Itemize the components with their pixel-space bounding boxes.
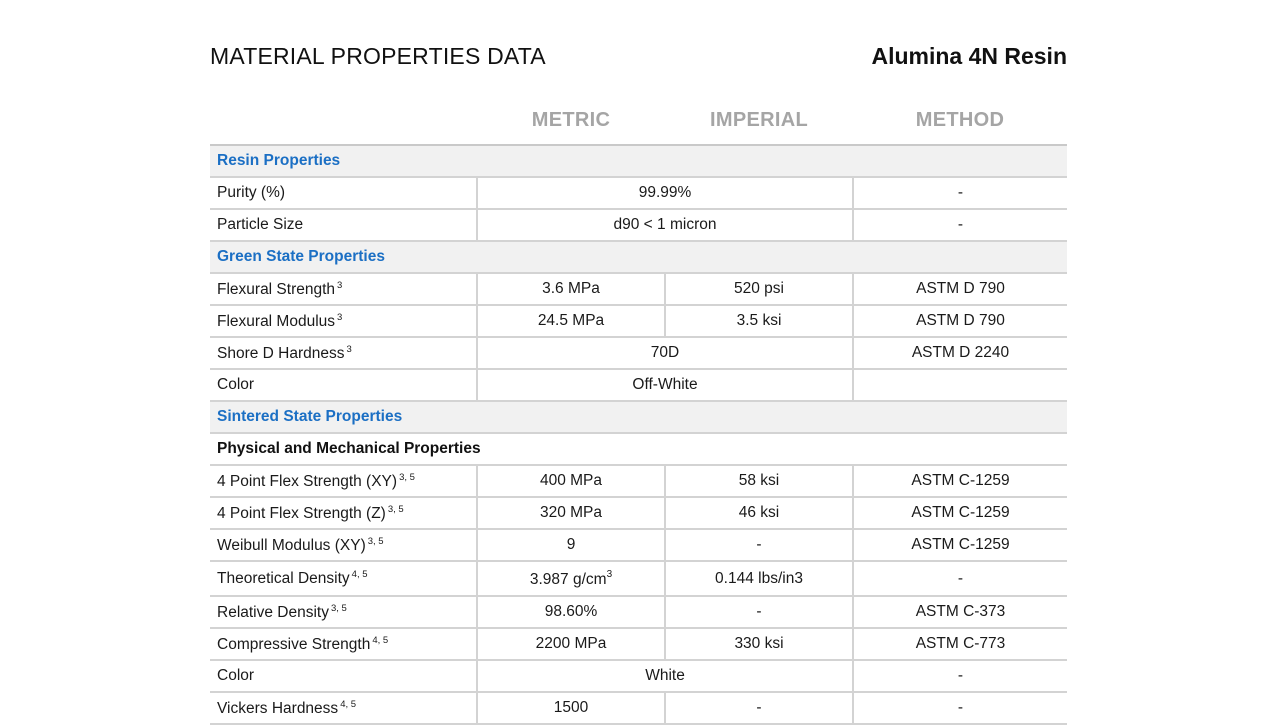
property-label: Weibull Modulus (XY) (217, 536, 366, 554)
footnote-ref: 4, 5 (351, 569, 368, 580)
method-cell: ASTM D 2240 (853, 337, 1067, 369)
value-cell: d90 < 1 micron (477, 209, 853, 241)
property-label: Flexural Modulus (217, 312, 336, 330)
section-title-sintered: Sintered State Properties (210, 401, 1067, 433)
property-label-cell (210, 273, 477, 305)
imperial-cell: - (665, 692, 853, 724)
table-row (210, 561, 1067, 596)
imperial-cell: 330 ksi (665, 628, 853, 660)
imperial-cell: - (665, 529, 853, 561)
method-cell: ASTM D 790 (853, 305, 1067, 337)
value-cell: 99.99% (477, 177, 853, 209)
imperial-cell: 58 ksi (665, 465, 853, 497)
table-row (210, 305, 1067, 337)
imperial-cell: 0.144 lbs/in3 (665, 561, 853, 596)
table-row (210, 177, 1067, 209)
properties-table (210, 144, 1067, 725)
method-cell: - (853, 692, 1067, 724)
imperial-cell: - (665, 596, 853, 628)
footnote-ref: 3, 5 (399, 471, 415, 483)
metric-cell: 400 MPa (477, 465, 665, 497)
property-label-cell (210, 529, 477, 561)
value-cell: Off-White (477, 369, 853, 401)
property-label: Theoretical Density (217, 570, 350, 587)
property-label-cell (210, 692, 477, 724)
table-row (210, 337, 1067, 369)
footnote-ref: 3, 5 (387, 503, 404, 515)
unit-exponent: 3 (606, 568, 613, 580)
property-label: Shore D Hardness (217, 344, 345, 362)
method-cell: - (853, 177, 1067, 209)
table-row (210, 529, 1067, 561)
property-label-cell (210, 628, 477, 660)
table-row (210, 596, 1067, 628)
metric-cell: 98.60% (477, 596, 665, 628)
table-row (210, 497, 1067, 529)
table-row (210, 369, 1067, 401)
column-header-metric: METRIC (531, 109, 611, 131)
section-title-resin: Resin Properties (210, 145, 1067, 177)
table-row (210, 628, 1067, 660)
subsection-row (210, 433, 1067, 465)
footnote-ref: 4, 5 (340, 698, 357, 710)
column-header-method: METHOD (915, 109, 1005, 131)
footnote-ref: 3 (337, 279, 343, 291)
value-cell: 70D (477, 337, 853, 369)
column-headers (210, 100, 1067, 144)
method-cell: ASTM C-1259 (853, 529, 1067, 561)
metric-cell: 2200 MPa (477, 628, 665, 660)
property-label-cell (210, 305, 477, 337)
property-label: Vickers Hardness (217, 699, 339, 717)
method-cell (853, 369, 1067, 401)
document-title: MATERIAL PROPERTIES DATA (210, 43, 546, 69)
section-row (210, 145, 1067, 177)
metric-cell: 1500 (477, 692, 665, 724)
property-label-cell (210, 596, 477, 628)
property-label: Relative Density (217, 603, 329, 621)
property-label: Purity (%) (210, 177, 477, 209)
imperial-cell: 520 psi (665, 273, 853, 305)
section-title-green: Green State Properties (210, 241, 1067, 273)
metric-cell: 24.5 MPa (477, 305, 665, 337)
footnote-ref: 3 (337, 311, 343, 323)
method-cell: ASTM C-773 (853, 628, 1067, 660)
footnote-ref: 4, 5 (372, 634, 389, 646)
table-row (210, 660, 1067, 692)
method-cell: - (853, 660, 1067, 692)
product-name: Alumina 4N Resin (871, 43, 1067, 69)
property-label: Flexural Strength (217, 280, 336, 298)
property-label: 4 Point Flex Strength (XY) (217, 472, 398, 490)
table-row (210, 209, 1067, 241)
table-row (210, 692, 1067, 724)
section-row (210, 241, 1067, 273)
value-cell: White (477, 660, 853, 692)
table-row (210, 465, 1067, 497)
method-cell: ASTM C-1259 (853, 497, 1067, 529)
property-label: Color (210, 660, 477, 692)
imperial-cell: 46 ksi (665, 497, 853, 529)
property-label-cell (210, 337, 477, 369)
metric-value: 3.987 g/cm (529, 570, 607, 588)
table-row (210, 273, 1067, 305)
footnote-ref: 3, 5 (367, 535, 384, 547)
method-cell: ASTM D 790 (853, 273, 1067, 305)
property-label: 4 Point Flex Strength (Z) (217, 504, 386, 522)
metric-cell: 320 MPa (477, 497, 665, 529)
metric-cell: 9 (477, 529, 665, 561)
metric-cell: 3.6 MPa (477, 273, 665, 305)
footnote-ref: 3, 5 (331, 602, 347, 614)
footnote-ref: 3 (346, 343, 352, 355)
method-cell: - (853, 209, 1067, 241)
property-label-cell (210, 465, 477, 497)
column-header-imperial: IMPERIAL (710, 109, 808, 131)
property-label: Compressive Strength (217, 635, 371, 653)
property-label: Particle Size (210, 209, 477, 241)
subsection-title-physical: Physical and Mechanical Properties (210, 433, 1067, 465)
property-label: Color (210, 369, 477, 401)
property-label-cell (210, 497, 477, 529)
property-label-cell (210, 561, 477, 596)
method-cell: ASTM C-373 (853, 596, 1067, 628)
metric-cell (477, 561, 665, 596)
section-row (210, 401, 1067, 433)
imperial-cell: 3.5 ksi (665, 305, 853, 337)
method-cell: - (853, 561, 1067, 596)
method-cell: ASTM C-1259 (853, 465, 1067, 497)
